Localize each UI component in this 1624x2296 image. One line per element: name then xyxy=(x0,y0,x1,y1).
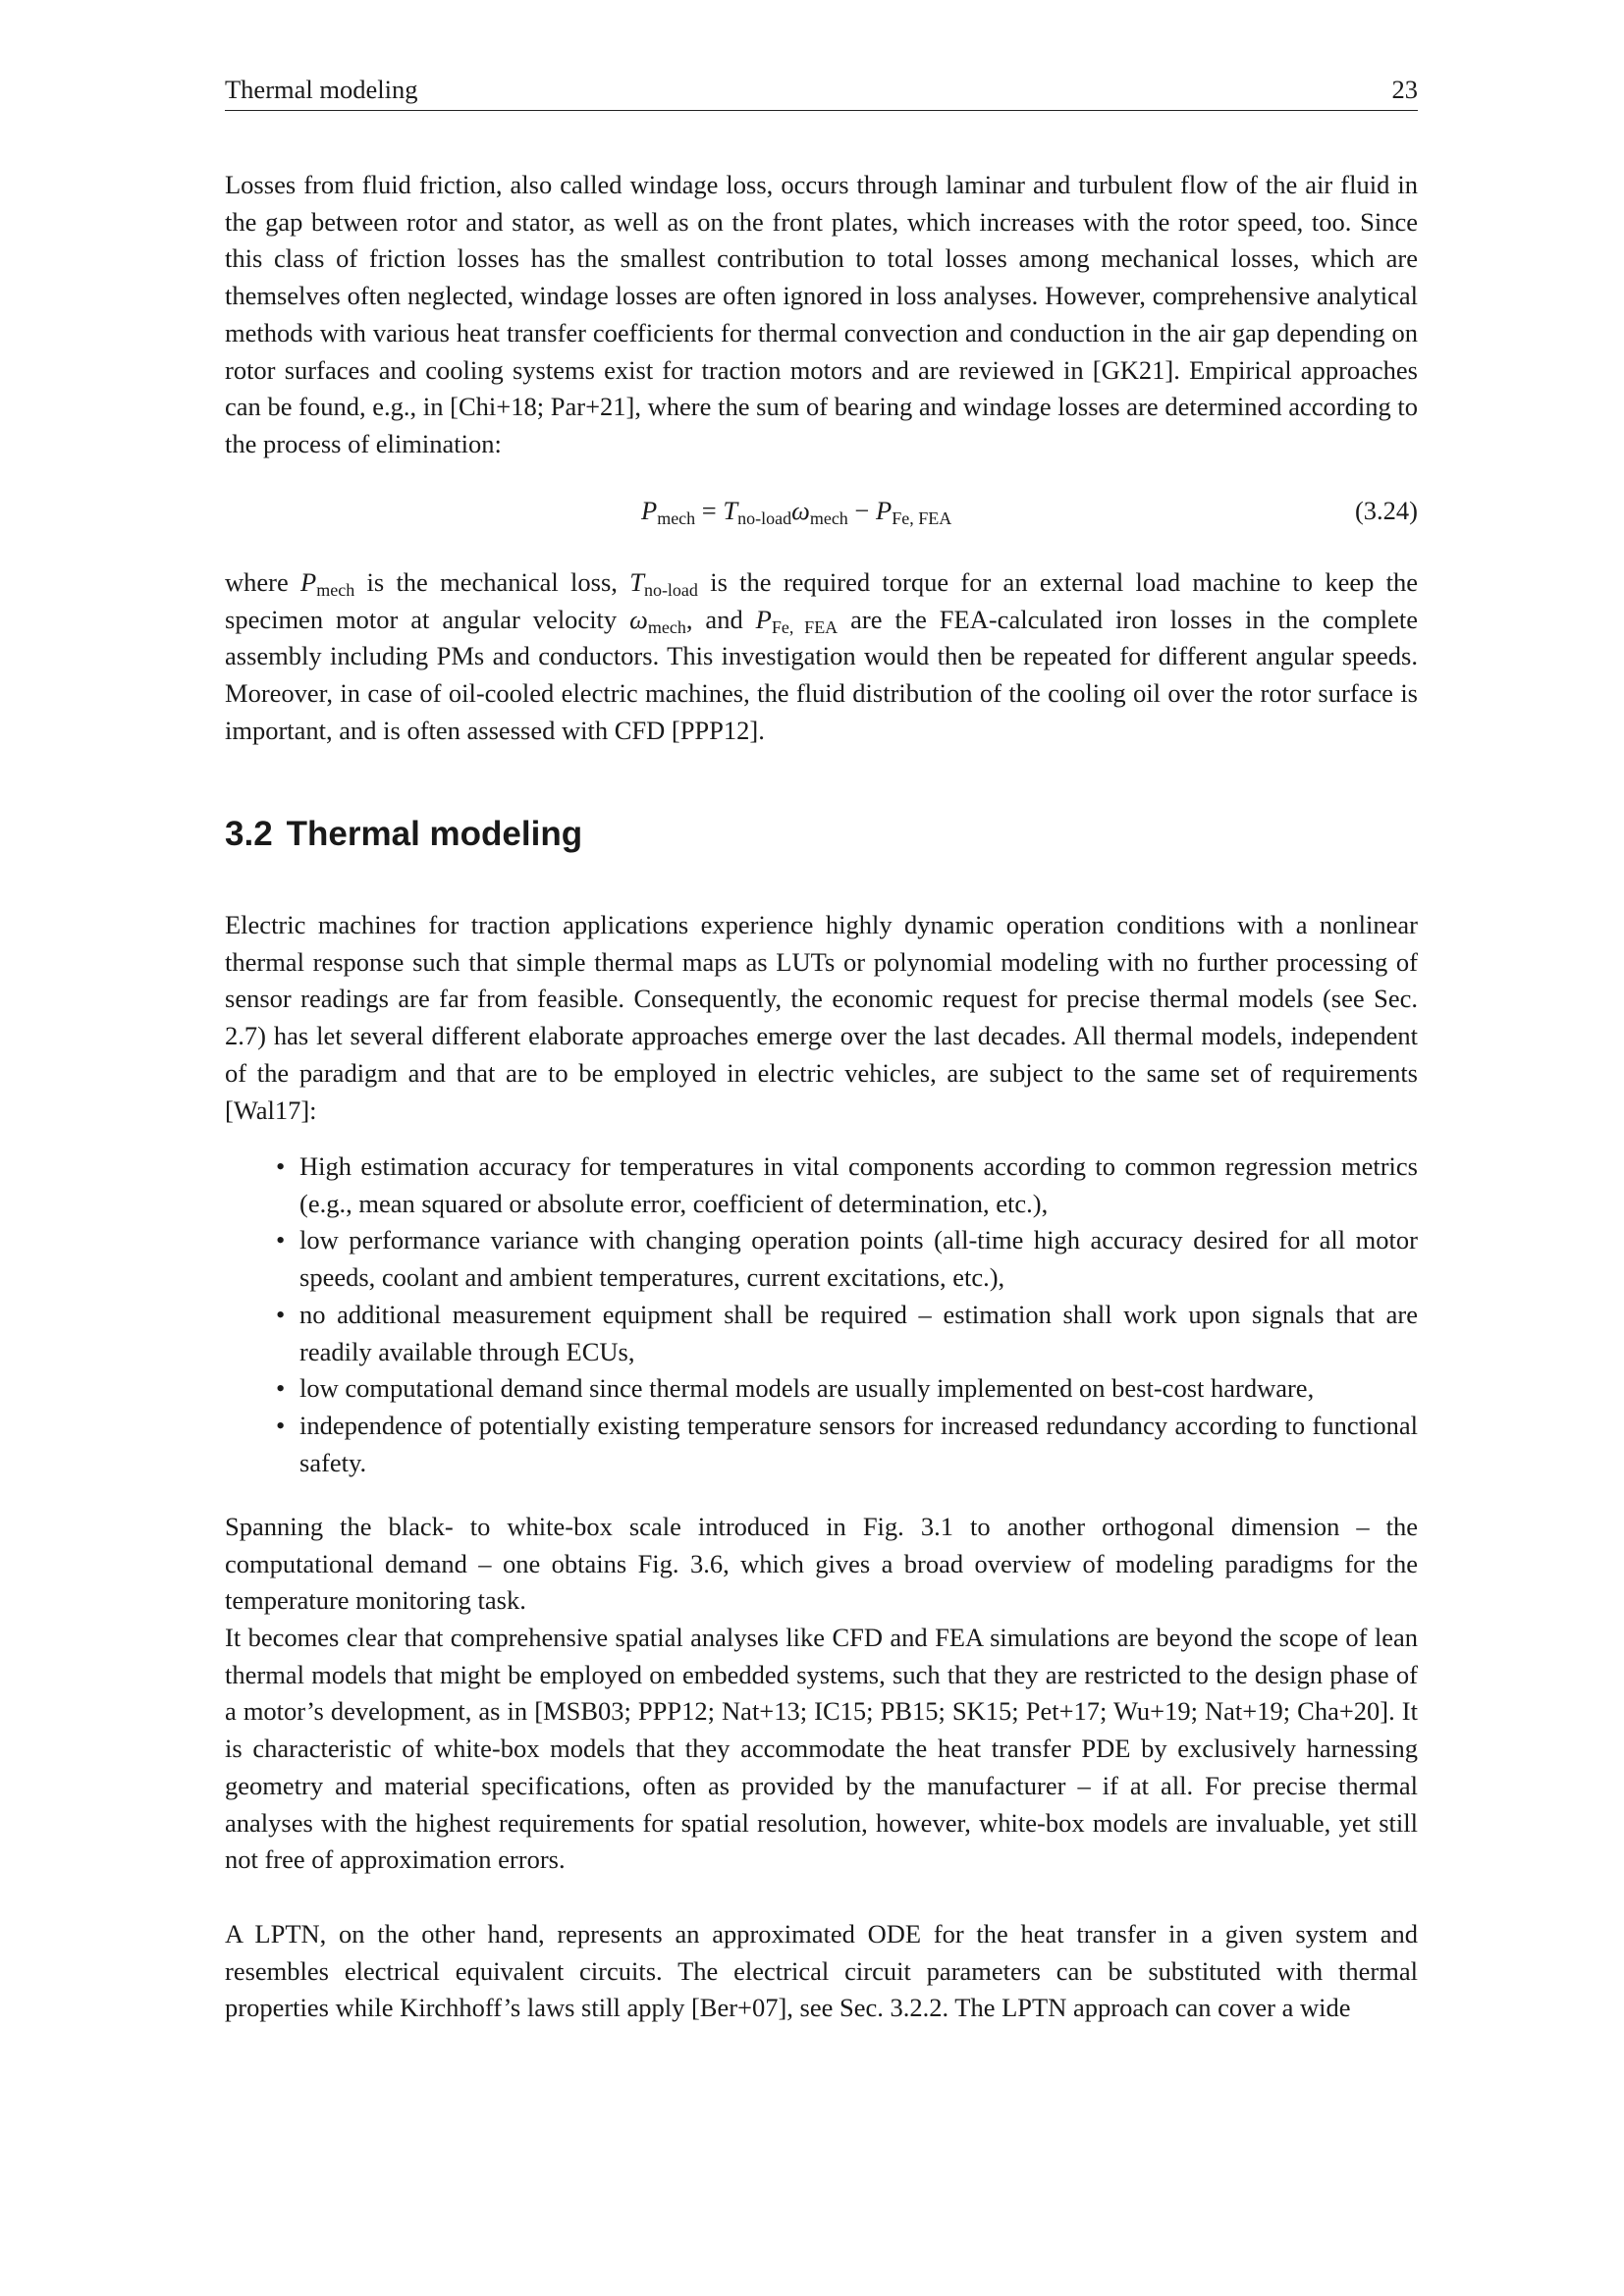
paragraph-lptn xyxy=(225,1916,1418,2027)
eq-subscript: mech xyxy=(657,508,696,528)
section-heading xyxy=(225,815,582,854)
eq-symbol-p: P xyxy=(641,496,658,525)
eq-equals: = xyxy=(701,496,717,525)
list-item: • low performance variance with changing operation points (all-time high accuracy desired for all motor speeds, coolant and ambient temperatures, current excitations, etc.), xyxy=(276,1225,1418,1293)
paragraph-text: A LPTN, on the other hand, represents an approximated ODE for the heat transfer in a given system and resembles electrical equivalent circuits. The electrical circuit parameters can be substituted with thermal properties while Kirchhoff’s laws still apply [Ber+07], see Sec. 3.2.2. The LPTN approach can cover a wide xyxy=(225,1919,1418,2023)
eq-symbol-t: T xyxy=(723,496,738,525)
list-item: • independence of potentially existing temperature sensors for increased redundancy according to functional safety. xyxy=(276,1410,1418,1477)
section-title: Thermal modeling xyxy=(286,815,583,853)
eq-symbol-omega: ω xyxy=(791,496,810,525)
eq-minus: − xyxy=(854,496,870,525)
running-header-title: Thermal modeling xyxy=(225,75,418,104)
paragraph-text: Spanning the black- to white-box scale introduced in Fig. 3.1 to another orthogonal dimension – the computational demand – one obtains Fig. 3.6, which gives a broad overview of modeling paradigms for the temperature monitoring task. xyxy=(225,1512,1418,1616)
eq-symbol-p-fe: P xyxy=(876,496,893,525)
running-header xyxy=(225,71,1418,111)
paragraph-equation-explanation xyxy=(225,564,1418,750)
list-item: • High estimation accuracy for temperatures in vital components according to common regression metrics (e.g., mean squared or absolute error, coefficient of determination, etc.), xyxy=(276,1151,1418,1218)
paragraph-text: Electric machines for traction applications experience highly dynamic operation conditions with a nonlinear thermal response such that simple thermal maps as LUTs or polynomial modeling with no further processing of sensor readings are far from feasible. Consequently, the economic request for precise thermal models (see Sec. 2.7) has let several different elaborate approaches emerge over the last decades. All thermal models, independent of the paradigm and that are to be employed in electric vehicles, are subject to the same set of requirements [Wal17]: xyxy=(225,910,1418,1125)
requirements-list xyxy=(225,1148,1418,1481)
eq-subscript: mech xyxy=(809,508,848,528)
paragraph-white-box xyxy=(225,1620,1418,1879)
page-number: 23 xyxy=(1391,75,1418,104)
paragraph-text: Losses from fluid friction, also called windage loss, occurs through laminar and turbulent flow of the air fluid in the gap between rotor and stator, as well as on the front plates, which increases with the rotor speed, too. Since this class of friction losses has the smallest contribution to total losses among mechanical losses, which are themselves often neglected, windage losses are often ignored in loss analyses. However, comprehensive analytical methods with various heat transfer coefficients for thermal convection and conduction in the air gap depending on rotor surfaces and cooling systems exist for traction motors and are reviewed in [GK21]. Empirical approaches can be found, e.g., in [Chi+18; Par+21], where the sum of bearing and windage losses are determined according to the process of elimination: xyxy=(225,170,1418,458)
equation-3-24 xyxy=(225,496,1418,535)
equation-number: (3.24) xyxy=(1354,496,1418,525)
equation-body xyxy=(641,496,951,526)
paragraph-text: where $P_{mech}$ is the mechanical loss, $T_{no-load}$ is the required torque for an external load machine to keep the specimen motor at angular velocity $\omega_{mech}$, and $P_{Fe, FEA}$ are the FEA-calculated iron losses in the complete assembly including PMs and conductors. This investigation would then be repeated for different angular speeds. Moreover, in case of oil-cooled electric machines, the fluid distribution of the cooling oil over the rotor surface is important, and is often assessed with CFD [PPP12]. xyxy=(225,567,1418,745)
eq-subscript: Fe, FEA xyxy=(892,508,952,528)
list-item: • no additional measurement equipment shall be required – estimation shall work upon signals that are readily available through ECUs, xyxy=(276,1299,1418,1366)
list-item: • low computational demand since thermal models are usually implemented on best-cost hardware, xyxy=(276,1373,1315,1404)
paragraph-text: It becomes clear that comprehensive spatial analyses like CFD and FEA simulations are beyond the scope of lean thermal models that might be employed on embedded systems, such that they are restricted to the design phase of a motor’s development, as in [MSB03; PPP12; Nat+13; IC15; PB15; SK15; Pet+17; Wu+19; Nat+19; Cha+20]. It is characteristic of white-box models that they accommodate the heat transfer PDE by exclusively harnessing geometry and material specifications, often as provided by the manufacturer – if at all. For precise thermal analyses with the highest requirements for spatial resolution, however, white-box models are invaluable, yet still not free of approximation errors. xyxy=(225,1623,1418,1875)
paragraph-windage-loss xyxy=(225,167,1418,463)
section-number: 3.2 xyxy=(225,815,273,853)
paragraph-thermal-intro xyxy=(225,907,1418,1129)
paragraph-computational-demand xyxy=(225,1509,1418,1620)
eq-subscript: no-load xyxy=(737,508,792,528)
